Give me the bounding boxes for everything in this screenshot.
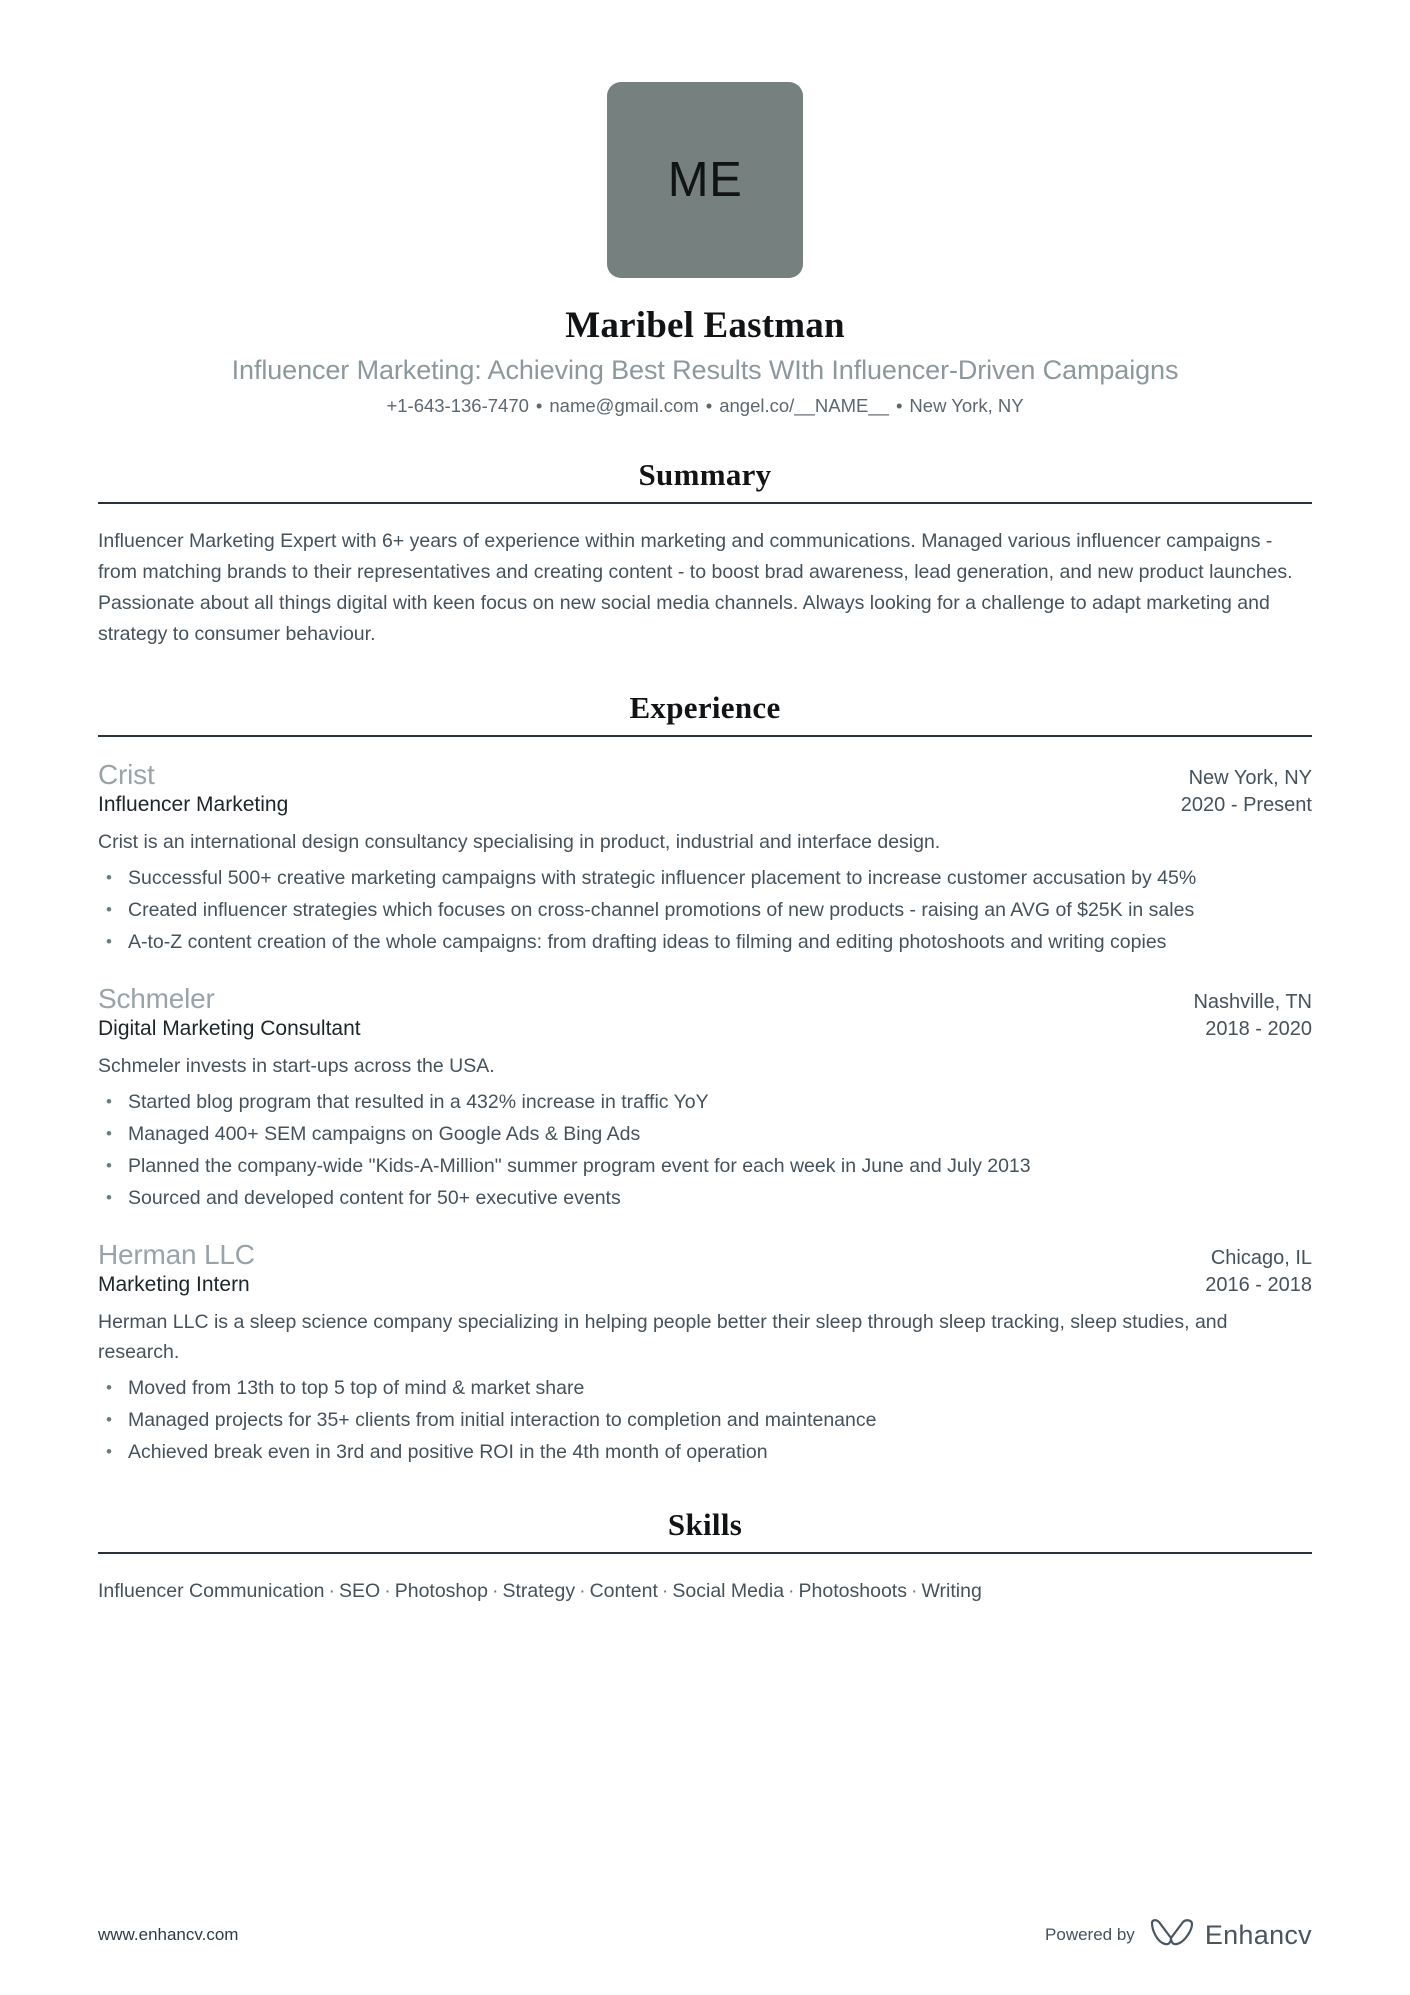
experience-bullet: • Sourced and developed content for 50+ executive events — [98, 1183, 1312, 1213]
experience-job-title: Influencer Marketing — [98, 793, 289, 816]
experience-bullet: • A-to-Z content creation of the whole campaigns: from drafting ideas to filming and editing photoshoots and writing copies — [98, 927, 1312, 957]
skill-item: Photoshop — [394, 1580, 488, 1602]
section-title-skills: Skills — [667, 1507, 743, 1542]
experience-subheader-row — [98, 793, 1312, 817]
experience-company: Schmeler — [98, 983, 215, 1014]
experience-bullet: • Moved from 13th to top 5 top of mind & market share — [98, 1373, 1312, 1403]
avatar-container — [98, 82, 1312, 278]
skill-separator: · — [491, 1580, 499, 1602]
skill-separator: · — [910, 1580, 918, 1602]
skill-item: Social Media — [672, 1580, 785, 1602]
resume-content — [98, 0, 1312, 1606]
skill-item: Photoshoots — [798, 1580, 907, 1602]
enhancv-mark-icon — [1149, 1918, 1195, 1953]
section-experience — [98, 690, 1312, 1467]
skill-separator: · — [661, 1580, 669, 1602]
header-tagline: Influencer Marketing: Achieving Best Results WIth Influencer-Driven Campaigns — [231, 355, 1179, 385]
avatar-initials: ME — [667, 153, 743, 207]
section-title-experience: Experience — [629, 690, 781, 725]
skill-item: Influencer Communication — [98, 1580, 325, 1602]
page-title: Maribel Eastman — [565, 305, 845, 346]
experience-dates: 2020 - Present — [1180, 794, 1312, 816]
experience-company: Herman LLC — [98, 1239, 255, 1270]
experience-bullet-list — [98, 1373, 1312, 1467]
skill-separator: · — [579, 1580, 586, 1602]
enhancv-wordmark: Enhancv — [1204, 1919, 1312, 1950]
contact-item[interactable]: name@gmail.com — [549, 395, 699, 416]
section-divider — [98, 735, 1312, 737]
experience-bullet: • Created influencer strategies which focuses on cross-channel promotions of new products - raising an AVG of $25K in sales — [98, 895, 1312, 925]
experience-location: Chicago, IL — [1210, 1247, 1312, 1269]
footer — [0, 1875, 1410, 1995]
avatar — [607, 82, 803, 278]
experience-subheader-row — [98, 1273, 1312, 1297]
section-divider — [98, 1552, 1312, 1554]
experience-bullet: • Successful 500+ creative marketing campaigns with strategic influencer placement to increase customer accusation by 45% — [98, 863, 1312, 893]
skill-separator: · — [328, 1580, 336, 1602]
enhancv-logo — [1149, 1918, 1312, 1953]
experience-dates: 2016 - 2018 — [1205, 1274, 1312, 1296]
footer-branding — [1045, 1918, 1312, 1953]
experience-item — [98, 983, 1312, 1213]
footer-website-link[interactable]: www.enhancv.com — [98, 1925, 239, 1944]
experience-location: New York, NY — [1188, 767, 1312, 789]
experience-bullet-list — [98, 863, 1312, 957]
experience-company: Crist — [98, 759, 155, 790]
skill-separator: · — [384, 1580, 391, 1602]
experience-bullet: • Managed projects for 35+ clients from initial interaction to completion and maintenance — [98, 1405, 1312, 1435]
contact-item[interactable]: New York, NY — [909, 395, 1024, 416]
section-summary — [98, 457, 1312, 650]
experience-description: Schmeler invests in start-ups across the USA. — [98, 1055, 495, 1077]
skill-item: SEO — [339, 1580, 381, 1602]
section-title-summary: Summary — [638, 457, 772, 492]
skill-item: Writing — [921, 1580, 982, 1602]
experience-job-title: Digital Marketing Consultant — [98, 1017, 361, 1040]
experience-item — [98, 1239, 1312, 1467]
contact-line — [98, 395, 1312, 417]
experience-header-row — [98, 983, 1312, 1015]
experience-header-row — [98, 1239, 1312, 1271]
experience-bullet: • Started blog program that resulted in a 432% increase in traffic YoY — [98, 1087, 1312, 1117]
experience-dates: 2018 - 2020 — [1205, 1018, 1312, 1040]
experience-location: Nashville, TN — [1193, 991, 1312, 1013]
skills-list — [98, 1576, 1312, 1606]
experience-description: Crist is an international design consultancy specialising in product, industrial and interface design. — [98, 831, 941, 853]
section-divider — [98, 502, 1312, 504]
skill-separator: · — [788, 1580, 795, 1602]
experience-subheader-row — [98, 1017, 1312, 1041]
skill-item: Strategy — [502, 1580, 576, 1602]
section-skills — [98, 1507, 1312, 1606]
contact-separator: • — [535, 395, 543, 416]
experience-bullet-list — [98, 1087, 1312, 1213]
experience-item — [98, 759, 1312, 957]
experience-header-row — [98, 759, 1312, 791]
contact-item[interactable]: angel.co/__NAME__ — [719, 395, 889, 416]
experience-bullet: • Achieved break even in 3rd and positive ROI in the 4th month of operation — [98, 1437, 1312, 1467]
experience-description: Herman LLC is a sleep science company specializing in helping people better their sleep through sleep tracking, sleep studies, and research. — [98, 1311, 1228, 1363]
experience-list — [98, 759, 1312, 1467]
contact-separator: • — [705, 395, 713, 416]
powered-by-label: Powered by — [1045, 1925, 1135, 1944]
experience-job-title: Marketing Intern — [98, 1273, 250, 1296]
summary-text: Influencer Marketing Expert with 6+ years of experience within marketing and communications. Managed various influencer campaigns - from matching brands to their representatives and creating content - to boost brad awareness, lead generation, and new product launches. Passionate about all things digital with keen focus on new social media channels. Always looking for a challenge to adapt marketing and strategy to consumer behaviour. — [98, 530, 1293, 645]
skill-item: Content — [589, 1580, 658, 1602]
experience-bullet: • Planned the company-wide "Kids-A-Million" summer program event for each week in June and July 2013 — [98, 1151, 1312, 1181]
experience-bullet: • Managed 400+ SEM campaigns on Google Ads & Bing Ads — [98, 1119, 1312, 1149]
contact-item[interactable]: +1-643-136-7470 — [386, 395, 529, 416]
contact-separator: • — [895, 395, 903, 416]
